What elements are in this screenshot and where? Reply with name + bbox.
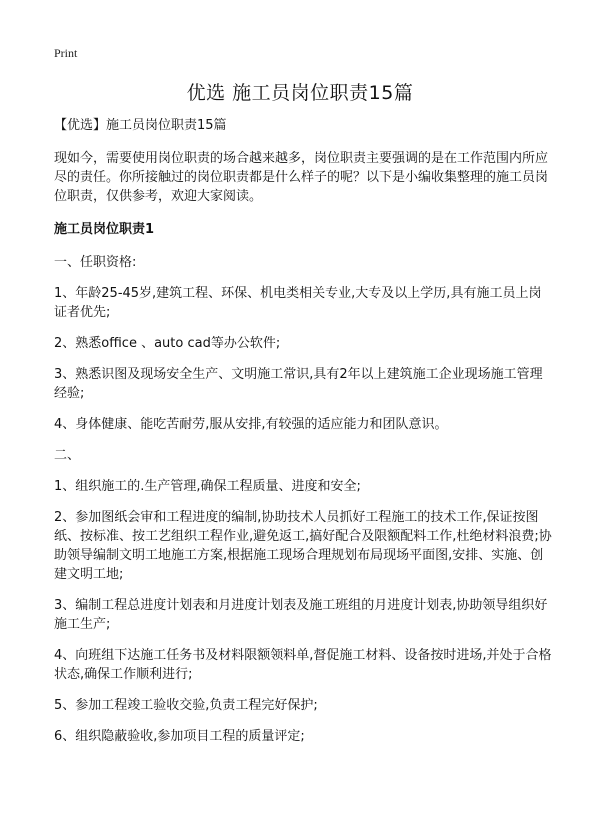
- list-item: 6、组织隐蔽验收,参加项目工程的质量评定;: [54, 729, 305, 744]
- list-item: 2、熟悉office 、auto cad等办公软件;: [54, 336, 281, 351]
- part1-title: 一、任职资格:: [54, 255, 137, 270]
- list-item: 1、年龄25-45岁,建筑工程、环保、机电类相关专业,大专及以上学历,具有施工员上岗证者优先;: [54, 286, 542, 320]
- list-item: 4、身体健康、能吃苦耐劳,服从安排,有较强的适应能力和团队意识。: [54, 417, 448, 432]
- part2-title: 二、: [54, 448, 81, 463]
- list-item: 2、参加图纸会审和工程进度的编制,协助技术人员抓好工程施工的技术工作,保证按图纸、按标准、按工艺组织工程作业,避免返工,搞好配合及限额配料工作,杜绝材料浪费;协助领导编制文明工地施工方案,根据施工现场合理规划布局现场平面图,安排、实施、创建文明工地;: [54, 510, 552, 582]
- list-item: 1、组织施工的.生产管理,确保工程质量、进度和安全;: [54, 479, 361, 494]
- article-subtitle: 【优选】施工员岗位职责15篇: [54, 118, 227, 133]
- list-item: 3、熟悉识图及现场安全生产、文明施工常识,具有2年以上建筑施工企业现场施工管理经验;: [54, 367, 543, 401]
- page-title: 优选 施工员岗位职责15篇: [186, 82, 414, 104]
- list-item: 4、向班组下达施工任务书及材料限额领料单,督促施工材料、设备按时进场,并处于合格状态,确保工作顺利进行;: [54, 648, 552, 682]
- article-body: [54, 116, 554, 758]
- list-item: 5、参加工程竣工验收交验,负责工程完好保护;: [54, 698, 318, 713]
- intro-paragraph: 现如今，需要使用岗位职责的场合越来越多，岗位职责主要强调的是在工作范围内所应尽的责任。你所接触过的岗位职责都是什么样子的呢？以下是小编收集整理的施工员岗位职责，仅供参考，欢迎大家阅读。: [54, 151, 549, 204]
- section-heading: 施工员岗位职责1: [54, 222, 155, 237]
- list-item: 3、编制工程总进度计划表和月进度计划表及施工班组的月进度计划表,协助领导组织好施工生产;: [54, 598, 548, 632]
- print-link[interactable]: Print: [54, 46, 78, 60]
